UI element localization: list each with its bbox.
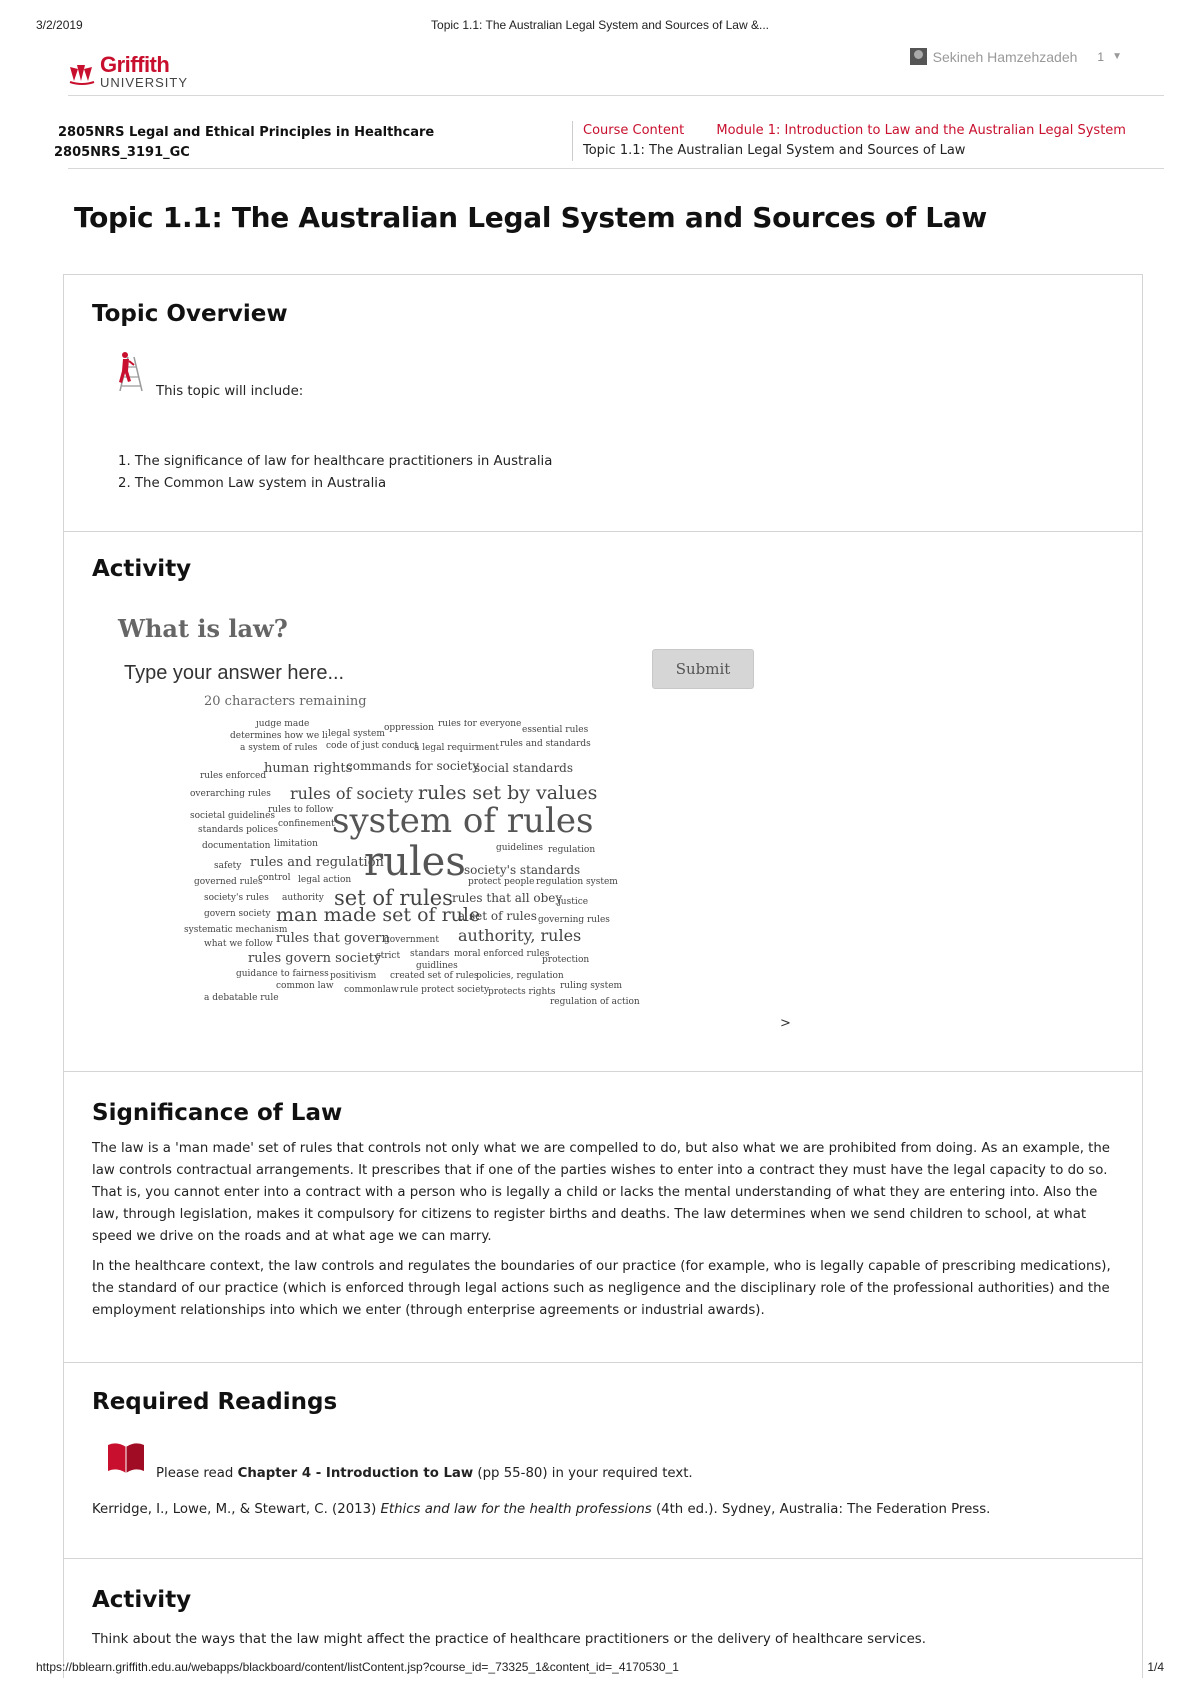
answer-input[interactable] <box>124 656 644 690</box>
griffith-logo[interactable] <box>68 54 188 89</box>
required-readings-section <box>63 1362 1143 1559</box>
word-cloud-item: regulation of action <box>550 997 640 1007</box>
word-cloud-item: commonlaw <box>344 985 399 995</box>
word-cloud-item: essential rules <box>522 725 589 735</box>
word-cloud-item: guidlines <box>416 961 458 971</box>
overview-intro: This topic will include: <box>156 384 304 399</box>
word-cloud-item: govern society <box>204 909 271 919</box>
word-cloud-item: social standards <box>474 761 574 775</box>
word-cloud-item: rules enforced <box>200 771 267 781</box>
word-cloud-item: guidance to fairness <box>236 969 329 979</box>
word-cloud-item: confinement <box>278 819 335 829</box>
word-cloud-item: a system of rules <box>240 743 318 753</box>
word-cloud-item: set of rules <box>334 886 453 910</box>
reading-instruction: Please read Chapter 4 - Introduction to Law (pp 55-80) in your required text. <box>156 1466 693 1481</box>
section-heading: Activity <box>92 556 192 582</box>
print-url: https://bblearn.griffith.edu.au/webapps/blackboard/content/listContent.jsp?course_id=_73325_1&content_id=_4170530_1 <box>36 1660 679 1674</box>
word-cloud-item: overarching rules <box>190 789 271 799</box>
breadcrumb-module[interactable]: Module 1: Introduction to Law and the Australian Legal System <box>716 123 1126 138</box>
word-cloud-item: code of just conduct <box>326 741 419 751</box>
print-footer <box>0 1660 1200 1680</box>
word-cloud-item: systematic mechanism <box>184 925 288 935</box>
word-cloud-item: regulation system <box>536 877 618 887</box>
topic-overview-section <box>63 274 1143 532</box>
logo-sub: UNIVERSITY <box>100 75 189 90</box>
word-cloud-item: rules <box>364 839 466 885</box>
word-cloud-item: oppression <box>384 723 434 733</box>
griffith-logo-icon <box>68 59 96 85</box>
word-cloud-item: system of rules <box>332 801 594 841</box>
user-name: Sekineh Hamzehzadeh <box>932 48 1078 65</box>
word-cloud-item: a debatable rule <box>204 993 279 1003</box>
page-title: Topic 1.1: The Australian Legal System and Sources of Law <box>74 201 987 234</box>
breadcrumb-course-content[interactable]: Course Content <box>583 123 685 138</box>
word-cloud-item: legal action <box>298 875 352 885</box>
word-cloud <box>184 720 744 1040</box>
word-cloud-item: authority <box>282 893 324 903</box>
word-cloud-item: protection <box>542 955 590 965</box>
breadcrumb <box>572 121 1154 161</box>
word-cloud-item: societal guidelines <box>190 811 276 821</box>
word-cloud-item: protects rights <box>488 987 556 997</box>
word-cloud-item: strict <box>376 951 401 961</box>
significance-section <box>63 1071 1143 1363</box>
print-date: 3/2/2019 <box>36 18 83 32</box>
next-arrow-button[interactable]: > <box>780 1016 791 1031</box>
word-cloud-item: rules and regulation <box>250 855 384 870</box>
word-cloud-item: legal system <box>328 729 385 739</box>
activity-text: Think about the ways that the law might affect the practice of healthcare practitioners or the delivery of healthcare services. <box>92 1632 926 1647</box>
word-cloud-item: common law <box>276 981 334 991</box>
page-number: 1/4 <box>1147 1660 1164 1674</box>
word-cloud-item: justice <box>558 897 589 907</box>
word-cloud-item: rules that all obey <box>452 891 563 905</box>
word-cloud-item: human rights <box>264 761 353 776</box>
question-title: What is law? <box>118 614 288 643</box>
word-cloud-item: documentation <box>202 841 271 851</box>
word-cloud-item: rules for everyone <box>438 720 522 729</box>
ladder-climb-icon <box>114 351 144 391</box>
submit-button[interactable]: Submit <box>652 649 754 689</box>
book-icon <box>106 1441 146 1475</box>
word-cloud-item: standards polices <box>198 825 278 835</box>
word-cloud-item: rules to follow <box>268 805 334 815</box>
top-bar <box>68 48 1164 96</box>
word-cloud-item: rules set by values <box>418 782 598 804</box>
breadcrumb-current: Topic 1.1: The Australian Legal System and Sources of Law <box>583 143 966 158</box>
overview-list <box>118 451 552 495</box>
word-cloud-item: governing rules <box>538 915 610 925</box>
word-cloud-item: commands for society <box>346 759 480 773</box>
word-cloud-item: society's standards <box>464 863 581 877</box>
notification-count[interactable]: 1 <box>1097 49 1105 64</box>
course-name: 2805NRS Legal and Ethical Principles in Healthcare <box>58 125 435 140</box>
word-cloud-item: rules govern society <box>248 951 382 966</box>
word-cloud-item: authority, rules <box>458 926 582 945</box>
word-cloud-item: judge made <box>256 720 310 729</box>
logo-name: Griffith <box>100 52 170 77</box>
word-cloud-item: government <box>384 935 439 945</box>
characters-remaining: 20 characters remaining <box>204 694 367 709</box>
word-cloud-item: standars <box>410 949 450 959</box>
list-item: 2. The Common Law system in Australia <box>118 476 387 491</box>
word-cloud-item: determines how we li <box>230 731 328 741</box>
word-cloud-item: moral enforced rules <box>454 949 550 959</box>
reference-citation: Kerridge, I., Lowe, M., & Stewart, C. (2013) Ethics and law for the health professions (4th ed.). Sydney, Australia: The Federation Press. <box>92 1502 991 1517</box>
word-cloud-item: positivism <box>330 971 377 981</box>
word-cloud-item: policies, regulation <box>476 971 564 981</box>
word-cloud-item: man made set of rule <box>276 904 481 926</box>
course-bar <box>54 113 1164 169</box>
word-cloud-item: control <box>258 873 291 883</box>
section-heading: Significance of Law <box>92 1100 343 1126</box>
word-cloud-item: governed rules <box>194 877 263 887</box>
word-cloud-item: created set of rules <box>390 971 479 981</box>
section-heading: Topic Overview <box>92 301 288 327</box>
section-heading: Activity <box>92 1587 192 1613</box>
chapter-title: Chapter 4 - Introduction to Law <box>237 1466 474 1481</box>
word-cloud-item: limitation <box>274 839 318 849</box>
word-cloud-item: regulation <box>548 845 596 855</box>
word-cloud-item: a legal requirment <box>414 743 499 753</box>
word-cloud-item: society's rules <box>204 893 269 903</box>
section-heading: Required Readings <box>92 1389 338 1415</box>
paragraph: In the healthcare context, the law controls and regulates the boundaries of our practice (for example, who is legally capable of prescribing medications), the standard of our practice (which is enforced through legal actions such as negligence and the disciplinary role of the professional authorities) and the employment relationships into which we enter (through enterprise agreements or industrial awards). <box>92 1259 1111 1318</box>
word-cloud-item: what we follow <box>204 939 273 949</box>
course-code: 2805NRS_3191_GC <box>54 145 190 160</box>
word-cloud-item: a set of rules <box>458 909 537 923</box>
book-title: Ethics and law for the health professions <box>380 1502 652 1517</box>
list-item: 1. The significance of law for healthcare practitioners in Australia <box>118 454 553 469</box>
word-cloud-item: rules that govern <box>276 931 390 946</box>
print-title: Topic 1.1: The Australian Legal System and Sources of Law &... <box>431 18 769 32</box>
chevron-down-icon[interactable]: ▼ <box>1112 51 1122 62</box>
paragraph: The law is a 'man made' set of rules that controls not only what we are compelled to do, but also what we are prohibited from doing. As an example, the law controls contractual arrangements. It prescribes that if one of the parties wishes to enter into a contract they must have the legal capacity to do so. That is, you cannot enter into a contract with a person who is legally a child or lacks the mental understanding of what they are entering into. Also the law, through legislation, makes it compulsory for citizens to register births and deaths. The law determines when we send children to school, at what speed we drive on the roads and at what age we can marry. <box>92 1141 1110 1244</box>
word-cloud-item: rule protect society <box>400 985 490 995</box>
activity-section <box>63 531 1143 1072</box>
word-cloud-item: rules of society <box>290 784 414 803</box>
word-cloud-item: rules and standards <box>500 739 591 749</box>
print-header <box>0 18 1200 38</box>
word-cloud-item: guidelines <box>496 843 544 853</box>
course-title[interactable] <box>54 123 434 163</box>
user-avatar-icon <box>910 48 927 65</box>
word-cloud-item: ruling system <box>560 981 623 991</box>
word-cloud-item: safety <box>214 861 242 871</box>
user-menu[interactable] <box>910 48 1122 65</box>
word-cloud-item: protect people <box>468 877 535 887</box>
